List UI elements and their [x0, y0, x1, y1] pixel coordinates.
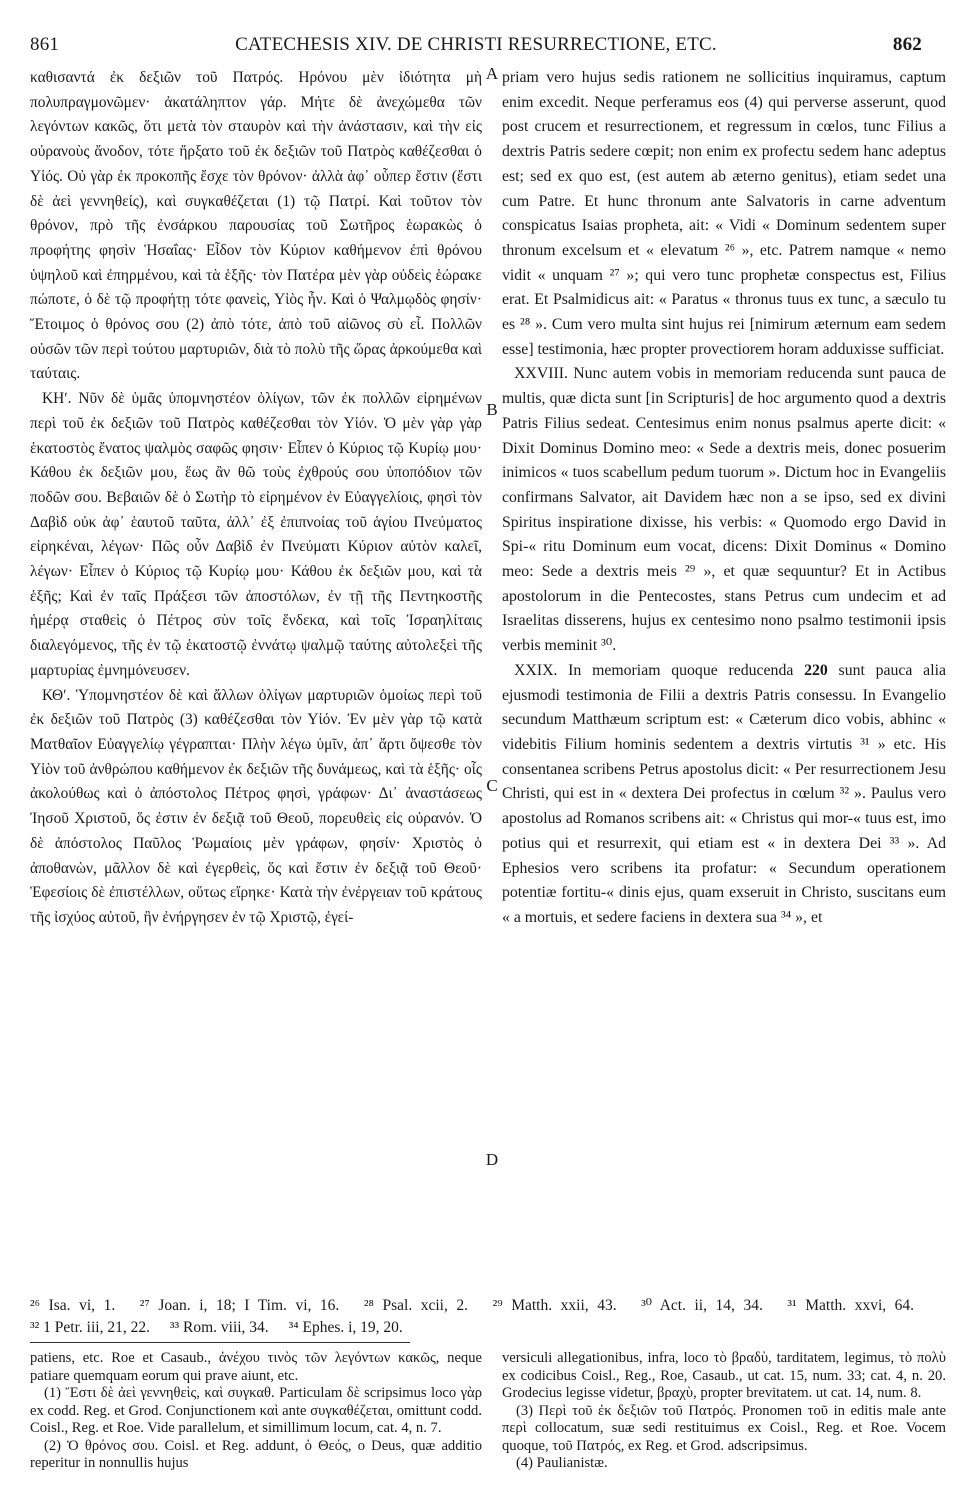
reference-item: ²⁸ Psal. xcii, 2.: [363, 1297, 469, 1314]
footnote: versiculi allegationibus, infra, loco τὸ βραδὺ, tarditatem, legimus, τὸ πολὺ ex codicibus Coisl., Reg., Roe, Casaub., ut cat. 15, num. 33; cat. 4, n. 20. Grodecius legisse videtur, βραχὺ, propter brevitatem. ut cat. 14, num. 8.: [502, 1350, 946, 1401]
greek-paragraph-3-text: Ὑπομνηστέον δὲ καὶ ἄλλων ὀλίγων μαρτυριῶν ὁμοίως περὶ τοῦ ἐκ δεξιῶν τοῦ Πατρὸς (3) καθέζεσθαι τὸν Υἱόν. Ἐν μὲν γὰρ τῷ κατὰ Ματθαῖον Εὐαγγελίῳ γέγραπται· Πλὴν λέγω ὑμῖν, ἀπ᾽ ἄρτι ὄψεσθε τὸν Υἱὸν τοῦ ἀνθρώπου καθήμενον ἐκ δεξιῶν τῆς δυνάμεως, καὶ τὰ ἑξῆς· οἷς ἀκολούθως καὶ ὁ ἀπόστολος Πέτρος φησὶ, γράφων· Δι᾽ ἀναστάσεως Ἰησοῦ Χριστοῦ, ὅς ἐστιν ἐν δεξιᾷ τοῦ Θεοῦ, πορευθεὶς εἰς οὐρανόν. Ὁ δὲ ἀπόστολος Παῦλος Ῥωμαίοις μὲν γράφων, φησίν· Χριστὸς ὁ ἀποθανὼν, μᾶλλον δὲ καὶ ἐγερθεὶς, ὅς καὶ ἔστιν ἐν δεξιᾷ τοῦ Θεοῦ· Ἐφεσίοις δὲ ἐπιστέλλων, οὕτως εἴρηκε· Κατὰ τὴν ἐνέργειαν τοῦ κράτους τῆς ἰσχύος αὐτοῦ, ἣν ἐνήργησεν ἐν τῷ Χριστῷ, ἐγεί-: [30, 686, 482, 926]
footnotes-left: [30, 1350, 482, 1473]
latin-paragraph-3: [502, 659, 946, 931]
running-title: CATECHESIS XIV. DE CHRISTI RESURRECTIONE, ETC.: [235, 34, 717, 55]
footnote-divider: [30, 1342, 410, 1343]
scripture-references: [30, 1295, 930, 1339]
latin-paragraph-2: [502, 362, 946, 658]
footnote: patiens, etc. Roe et Casaub., ἀνέχου τινὸς τῶν λεγόντων κακῶς, neque patiare quemquam eorum qui prave aiunt, etc.: [30, 1350, 482, 1384]
margin-letter-a: A: [485, 64, 499, 83]
latin-paragraph-1: priam vero hujus sedis rationem ne sollicitius inquiramus, captum enim excedit. Neque perferamus eos (4) qui perverse asserunt, quod post crucem et resurrectionem, et regressum in cœlos, tunc Filius a dextris Patris sedere cœpit; non enim ex profectu sedem hanc adeptus est; sed ex quo est, (est autem ab æterno genitus), etiam sedet una cum Patre. Et hunc thronum ante Salvatoris in carne adventum conspicatus Isaias propheta, ait: « Vidi « Dominum sedentem super thronum excelsum et « elevatum ²⁶ », etc. Patrem namque « nemo vidit « unquam ²⁷ »; qui vero tunc prophetæ conspectus est, Filius erat. Et Psalmidicus ait: « Paratus « thronus tuus ex tunc, a sæculo tu es ²⁸ ». Cum vero multa sint hujus rei [nimirum æternum eam sedem esse] testimonia, hæc propter provectiorem horam adduxisse sufficiat.: [502, 69, 946, 358]
greek-paragraph-2: [30, 387, 482, 683]
reference-item: ³³ Rom. viii, 34.: [169, 1319, 269, 1336]
margin-letter-d: D: [485, 1150, 499, 1169]
latin-paragraph-2-text: Nunc autem vobis in memoriam reducenda sunt pauca de multis, quæ dicta sunt [in Scripturis] de hoc argumento quod a dextris Patris Filius sedeat. Centesimus enim nonus psalmus aperte dicit: « Dixit Dominus Domino meo: « Sede a dextris meis, donec posuerim inimicos « tuos scabellum pedum tuorum ». Dictum hoc in Evangeliis confirmans Salvator, ait Davidem hæc non a se ipso, sed ex divini Spiritus inspiratione dixisse, his verbis: « Quomodo ergo David in Spi-« ritu Dominum eum vocat, dicens: Dixit Dominus « Domino meo: Sede a dextris meis ²⁹ », et quæ sequuntur? Et in Actibus apostolorum in die Pentecostes, stans Petrus cum undecim et ad Israelitas disserens, hujus ex centesimo nono psalmo testimonii ipsis verbis meminit ³⁰.: [502, 365, 946, 655]
footnote: (3) Περὶ τοῦ ἐκ δεξιῶν τοῦ Πατρός. Pronomen τοῦ in editis male ante περὶ collocatum, suæ sedi restituimus ex Coisl., Reg. et Roe. Vocem quoque, τοῦ Πατρός, ex Reg. et Grod. adscripsimus.: [502, 1402, 946, 1454]
running-header: [30, 34, 922, 60]
greek-paragraph-1: καθισαντά ἐκ δεξιῶν τοῦ Πατρός. Ηρόνου μὲν ἰδιότητα μὴ πολυπραγμονῶμεν· ἀκατάληπτον γάρ. Μήτε δὲ ἀνεχώμεθα τῶν λεγόντων κακῶς, ὅτι μετὰ τὸν σταυρὸν καὶ τὴν ἀνάστασιν, καὶ τὴν εἰς οὐρανοὺς ἄνοδον, τότε ἤρξατο τοῦ ἐκ δεξιῶν τοῦ Πατρὸς καθέζεσθαι ὁ Υἱός. Οὐ γὰρ ἐκ προκοπῆς ἔσχε τὸν θρόνον· ἀλλὰ ἀφ᾽ οὗπερ ἔστιν (ἔστι δὲ ἀεὶ γεννηθείς), καὶ συγκαθέζεται (1) τῷ Πατρί. Καὶ τοῦτον τὸν θρόνον, πρὸ τῆς ἐνσάρκου παρουσίας τοῦ Σωτῆρος ἑωρακὼς ὁ προφήτης φησὶν Ἡσαΐας· Εἶδον τὸν Κύριον καθήμενον ἐπὶ θρόνου ὑψηλοῦ καὶ ἐπηρμένου, καὶ τὰ ἑξῆς· τὸν Πατέρα μὲν γὰρ οὐδεὶς ἑώρακε πώποτε, ὁ δὲ τῷ προφήτῃ τότε φανεὶς, Υἱὸς ἦν. Καὶ ὁ Ψαλμῳδὸς φησίν· Ἕτοιμος ὁ θρόνος σου (2) ἀπὸ τότε, ἀπὸ τοῦ αἰῶνος σὺ εἶ. Πολλῶν οὐσῶν τῶν περὶ τούτου μαρτυριῶν, διὰ τὸ πολὺ τῆς ὥρας ἀρκούμεθα καὶ ταύταις.: [30, 69, 482, 383]
margin-letter-c: C: [486, 776, 498, 795]
footnotes-right: [502, 1350, 946, 1473]
page-number-right: 862: [892, 34, 922, 55]
reference-item: ³⁰ Act. ii, 14, 34.: [641, 1297, 763, 1314]
greek-section-number: ΚΘʹ.: [42, 686, 71, 704]
greek-paragraph-2-text: Νῦν δὲ ὑμᾶς ὑπομνηστέον ὀλίγων, τῶν ἐκ πολλῶν εἰρημένων περὶ τοῦ ἐκ δεξιῶν τοῦ Πατρὸς καθέζεσθαι τὸν Υἱόν. Ὁ μὲν γὰρ γὰρ ἑκατοστὸς ἔνατος ψαλμὸς σαφῶς φησιν· Εἶπεν ὁ Κύριος τῷ Κυρίῳ μου· Κάθου ἐκ δεξιῶν μου, ἕως ἂν θῶ τοὺς ἐχθρούς σου ὑποπόδιον τῶν ποδῶν σου. Βεβαιῶν δὲ ὁ Σωτὴρ τὸ εἰρημένον ἐν Εὐαγγελίοις, φησὶ τὸν Δαβὶδ οὐκ ἀφ᾽ ἑαυτοῦ ταῦτα, ἀλλ᾽ ἐξ ἐπιπνοίας τοῦ ἁγίου Πνεύματος εἰρηκέναι, λέγων· Πῶς οὖν Δαβὶδ ἐν Πνεύματι Κύριον αὐτὸν καλεῖ, λέγων· Εἶπεν ὁ Κύριος τῷ Κυρίῳ μου· Κάθου ἐκ δεξιῶν μου, καὶ τὰ ἑξῆς; Καὶ ἐν ταῖς Πράξεσι τῶν ἀποστόλων, ἐν τῇ τῆς Πεντηκοστῆς ἡμέρᾳ σταθεὶς ὁ Πέτρος σὺν τοῖς ἕνδεκα, καὶ τοῖς Ἰσραηλίταις διαλεγόμενος, τῆς ἐν τῷ ἑκατοστῷ ἐννάτῳ ψαλμῷ ταύτης αὐτολεξεὶ τῆς μαρτυρίας ἐμνημόνευσεν.: [30, 390, 482, 679]
latin-paragraph-3-text-b: sunt pauca alia ejusmodi testimonia de Filii a dextris Patris consessu. In Evangelio secundum Matthæum scriptum est: « Cæterum dico vobis, abhinc « videbitis Filium hominis sedentem a dextris virtutis ³¹ » etc. His consentanea scribens Petrus apostolus dicit: « Per resurrectionem Jesu Christi, qui est in « dextera Dei profectus in cœlum ³² ». Paulus vero apostolus ad Romanos scribens ait: « Christus qui mor-« tuus est, imo potius qui et resurrexit, qui etiam est « in dextera Dei ³³ ». Ad Ephesios vero scribens ita profatur: « Secundum operationem potentiæ fortitu-« dinis ejus, quam exseruit in Christo, suscitans eum « a mortuis, et sedere faciens in dextera sua ³⁴ », et: [502, 661, 946, 926]
reference-item: ²⁶ Isa. vi, 1.: [30, 1297, 116, 1314]
reference-item: ³⁴ Ephes. i, 19, 20.: [288, 1319, 403, 1336]
column-number: 220: [804, 661, 828, 679]
reference-item: ²⁹ Matth. xxii, 43.: [492, 1297, 617, 1314]
footnote: (1) Ἔστι δὲ ἀεὶ γεννηθεὶς, καὶ συγκαθ. Particulam δὲ scripsimus loco γὰρ ex codd. Reg. et Grod. Conjunctionem καὶ ante συγκαθέζεται, omittunt codd. Coisl., Reg. et Roe. Vide parallelum, et simillimum locum, cat. 4, n. 7.: [30, 1385, 482, 1436]
reference-item: ²⁷ Joan. i, 18; I Tim. vi, 16.: [139, 1297, 340, 1314]
page-number-left: 861: [30, 34, 60, 55]
greek-column: [30, 66, 482, 931]
reference-item: ³² 1 Petr. iii, 21, 22.: [30, 1319, 150, 1336]
greek-section-number: ΚΗʹ.: [42, 390, 72, 408]
reference-item: ³¹ Matth. xxvi, 64.: [787, 1297, 915, 1314]
footnote: (2) Ὁ θρόνος σου. Coisl. et Reg. addunt, ὁ Θεός, o Deus, quæ additio reperitur in nonnullis hujus: [30, 1437, 482, 1471]
latin-paragraph-3-text-a: In memoriam quoque reducenda: [568, 661, 794, 679]
latin-section-number: XXVIII.: [514, 365, 568, 383]
greek-paragraph-3: [30, 684, 482, 931]
latin-section-number: XXIX.: [514, 661, 558, 679]
margin-letter-b: B: [486, 400, 498, 419]
footnote: (4) Paulianistæ.: [516, 1455, 608, 1471]
latin-column: [502, 66, 946, 931]
